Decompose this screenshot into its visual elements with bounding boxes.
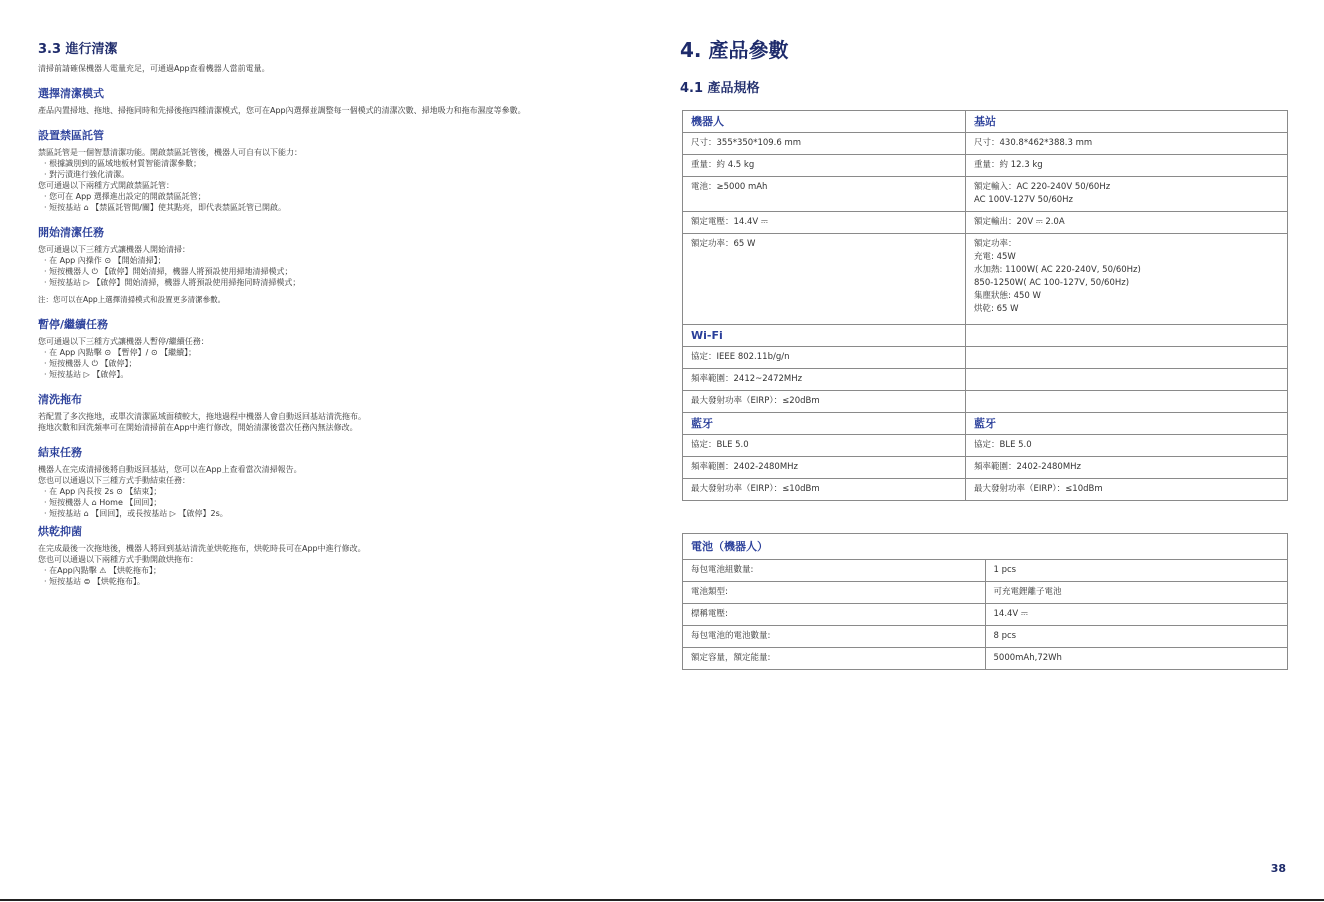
page-subtitle: 4.1 產品規格: [680, 81, 760, 96]
zone-bullet-2: · 對污漬進行強化清潔。: [44, 170, 130, 179]
heading-end-task: 結束任務: [38, 446, 82, 459]
wifi-header: Wi-Fi: [683, 325, 966, 347]
start-bullet-2: · 短按機器人 ⏻ 【啟停】開始清掃，機器人將預設使用掃地清掃模式；: [44, 267, 293, 276]
col-header-robot: 機器人: [683, 111, 966, 133]
table-row: [683, 626, 1288, 648]
battery-table: [682, 533, 1288, 670]
heading-wash: 清洗拖布: [38, 393, 82, 406]
battery-label: 標稱電壓:: [683, 604, 986, 626]
spec-cell: 尺寸：430.8*462*388.3 mm: [966, 133, 1288, 155]
intro-text: 清掃前請確保機器人電量充足，可通過App查看機器人當前電量。: [38, 64, 270, 73]
section-title: 3.3 進行清潔: [38, 42, 118, 57]
spec-cell: 協定：BLE 5.0: [683, 435, 966, 457]
pause-bullet-1: · 在 App 內點擊 ⊙ 【暫停】/ ⊙ 【繼續】；: [44, 348, 197, 357]
end-bullet-1: · 在 App 內長按 2s ⊙ 【結束】；: [44, 487, 162, 496]
spec-cell: 額定功率：65 W: [683, 234, 966, 325]
heading-pause: 暫停/繼續任務: [38, 318, 109, 331]
table-row: [683, 648, 1288, 670]
battery-label: 電池類型:: [683, 582, 986, 604]
table-row: [683, 212, 1288, 234]
empty-cell: [966, 347, 1288, 369]
spec-cell: 額定功率： 充電: 45W 水加熱: 1100W( AC 220-240V, 50/60Hz) 850-1250W( AC 100-127V, 50/60Hz) 集塵狀態: 450 W 烘乾: 65 W: [966, 234, 1288, 325]
zone-bullet-3: · 您可在 App 選擇進出設定的開啟禁區託管；: [44, 192, 206, 201]
spec-cell: 頻率範圍：2402-2480MHz: [966, 457, 1288, 479]
battery-value: 可充電鋰離子電池: [985, 582, 1288, 604]
table-row: [683, 347, 1288, 369]
spec-cell: 尺寸：355*350*109.6 mm: [683, 133, 966, 155]
end-bullet-2: · 短按機器人 ⌂ Home 【回回】；: [44, 498, 162, 507]
battery-label: 額定容量，額定能量:: [683, 648, 986, 670]
spec-cell: 重量：約 12.3 kg: [966, 155, 1288, 177]
heading-start-task: 開始清潔任務: [38, 226, 104, 239]
spec-cell: 最大發射功率（EIRP）：≤10dBm: [966, 479, 1288, 501]
spec-cell: 頻率範圍：2412~2472MHz: [683, 369, 966, 391]
table-row: [683, 133, 1288, 155]
empty-cell: [966, 391, 1288, 413]
battery-value: 5000mAh,72Wh: [985, 648, 1288, 670]
battery-value: 1 pcs: [985, 560, 1288, 582]
table-row: [683, 457, 1288, 479]
end-task-text-2: 您也可以通過以下三種方式手動結束任務：: [38, 476, 190, 485]
spec-cell: 最大發射功率（EIRP）：≤20dBm: [683, 391, 966, 413]
empty-cell: [966, 369, 1288, 391]
table-row: [683, 391, 1288, 413]
dry-bullet-1: · 在App內點擊 ⚠ 【烘乾拖布】；: [44, 566, 161, 575]
dry-text: 在完成最後一次拖地後，機器人將回到基站清洗並烘乾拖布，烘乾時長可在App中進行修改。: [38, 544, 366, 553]
wash-text-2: 拖地次數和回洗頻率可在開始清掃前在App中進行修改，開始清潔後當次任務內無法修改。: [38, 423, 358, 432]
dry-bullet-2: · 短按基站 ⊜ 【烘乾拖布】。: [44, 577, 145, 586]
battery-value: 8 pcs: [985, 626, 1288, 648]
table-row: [683, 479, 1288, 501]
wash-text: 若配置了多次拖地，或單次清潔區域面積較大，拖地過程中機器人會自動返回基站清洗拖布。: [38, 412, 366, 421]
right-page: [680, 34, 1288, 670]
spec-cell: 頻率範圍：2402-2480MHz: [683, 457, 966, 479]
battery-header: 電池（機器人）: [683, 534, 1288, 560]
page-number: 38: [1270, 862, 1286, 875]
spec-cell: 最大發射功率（EIRP）：≤10dBm: [683, 479, 966, 501]
pause-bullet-2: · 短按機器人 ⏻ 【啟停】；: [44, 359, 137, 368]
battery-label: 每包電池組數量:: [683, 560, 986, 582]
start-bullet-3: · 短按基站 ▷ 【啟停】開始清掃，機器人將預設使用掃拖同時清掃模式；: [44, 278, 301, 287]
start-bullet-1: · 在 App 內操作 ⊙ 【開始清掃】；: [44, 256, 166, 265]
table-row: [683, 582, 1288, 604]
start-task-text: 您可通過以下三種方式讓機器人開始清掃：: [38, 245, 190, 254]
heading-zone-mgmt: 設置禁區託管: [38, 129, 104, 142]
zone-bullet-4: · 短按基站 ⌂ 【禁區託管開/關】使其點亮，即代表禁區託管已開啟。: [44, 203, 286, 212]
spec-cell: 電池：≥5000 mAh: [683, 177, 966, 212]
zone-bullet-1: · 根據識別到的區域地板材質智能清潔參數；: [44, 159, 202, 168]
spec-cell: 協定：BLE 5.0: [966, 435, 1288, 457]
spec-cell: 協定：IEEE 802.11b/g/n: [683, 347, 966, 369]
table-row: [683, 435, 1288, 457]
table-row: [683, 413, 1288, 435]
spec-cell: 額定電壓：14.4V ⎓: [683, 212, 966, 234]
empty-cell: [966, 325, 1288, 347]
end-bullet-3: · 短按基站 ⌂ 【回回】，或長按基站 ▷ 【啟停】2s。: [44, 509, 228, 518]
col-header-base: 基站: [966, 111, 1288, 133]
pause-text: 您可通過以下三種方式讓機器人暫停/繼續任務：: [38, 337, 209, 346]
table-row: [683, 604, 1288, 626]
battery-value: 14.4V ⎓: [985, 604, 1288, 626]
dry-text-2: 您也可以通過以下兩種方式手動開啟烘拖布：: [38, 555, 198, 564]
spec-cell: 重量：約 4.5 kg: [683, 155, 966, 177]
table-row: [683, 325, 1288, 347]
spec-table: [682, 110, 1288, 501]
heading-dry: 烘乾抑菌: [38, 525, 82, 538]
table-row: [683, 234, 1288, 325]
spec-cell: 額定輸出：20V ⎓ 2.0A: [966, 212, 1288, 234]
bt-header-base: 藍牙: [966, 413, 1288, 435]
left-page: [38, 38, 650, 587]
bottom-rule: [0, 899, 1324, 901]
pause-bullet-3: · 短按基站 ▷ 【啟停】。: [44, 370, 129, 379]
page-title: 4. 產品參數: [680, 38, 789, 62]
battery-label: 每包電池的電池數量:: [683, 626, 986, 648]
table-row: [683, 177, 1288, 212]
spec-cell: 額定輸入：AC 220-240V 50/60Hz AC 100V-127V 50/60Hz: [966, 177, 1288, 212]
bt-header-robot: 藍牙: [683, 413, 966, 435]
choose-mode-text: 產品內置掃地、拖地、掃拖同時和先掃後拖四種清潔模式，您可在App內選擇並調整每一個模式的清潔次數、掃地吸力和拖布濕度等參數。: [38, 106, 526, 115]
zone-mgmt-text: 禁區託管是一個智慧清潔功能。開啟禁區託管後，機器人可自有以下能力：: [38, 148, 302, 157]
end-task-text: 機器人在完成清掃後將自動返回基站，您可以在App上查看當次清掃報告。: [38, 465, 302, 474]
table-row: [683, 369, 1288, 391]
table-row: [683, 560, 1288, 582]
start-task-note: 注：您可以在App上選擇清掃模式和設置更多清潔參數。: [38, 295, 226, 304]
heading-choose-mode: 選擇清潔模式: [38, 87, 104, 100]
table-row: [683, 155, 1288, 177]
zone-mgmt-text-2: 您可通過以下兩種方式開啟禁區託管：: [38, 181, 174, 190]
